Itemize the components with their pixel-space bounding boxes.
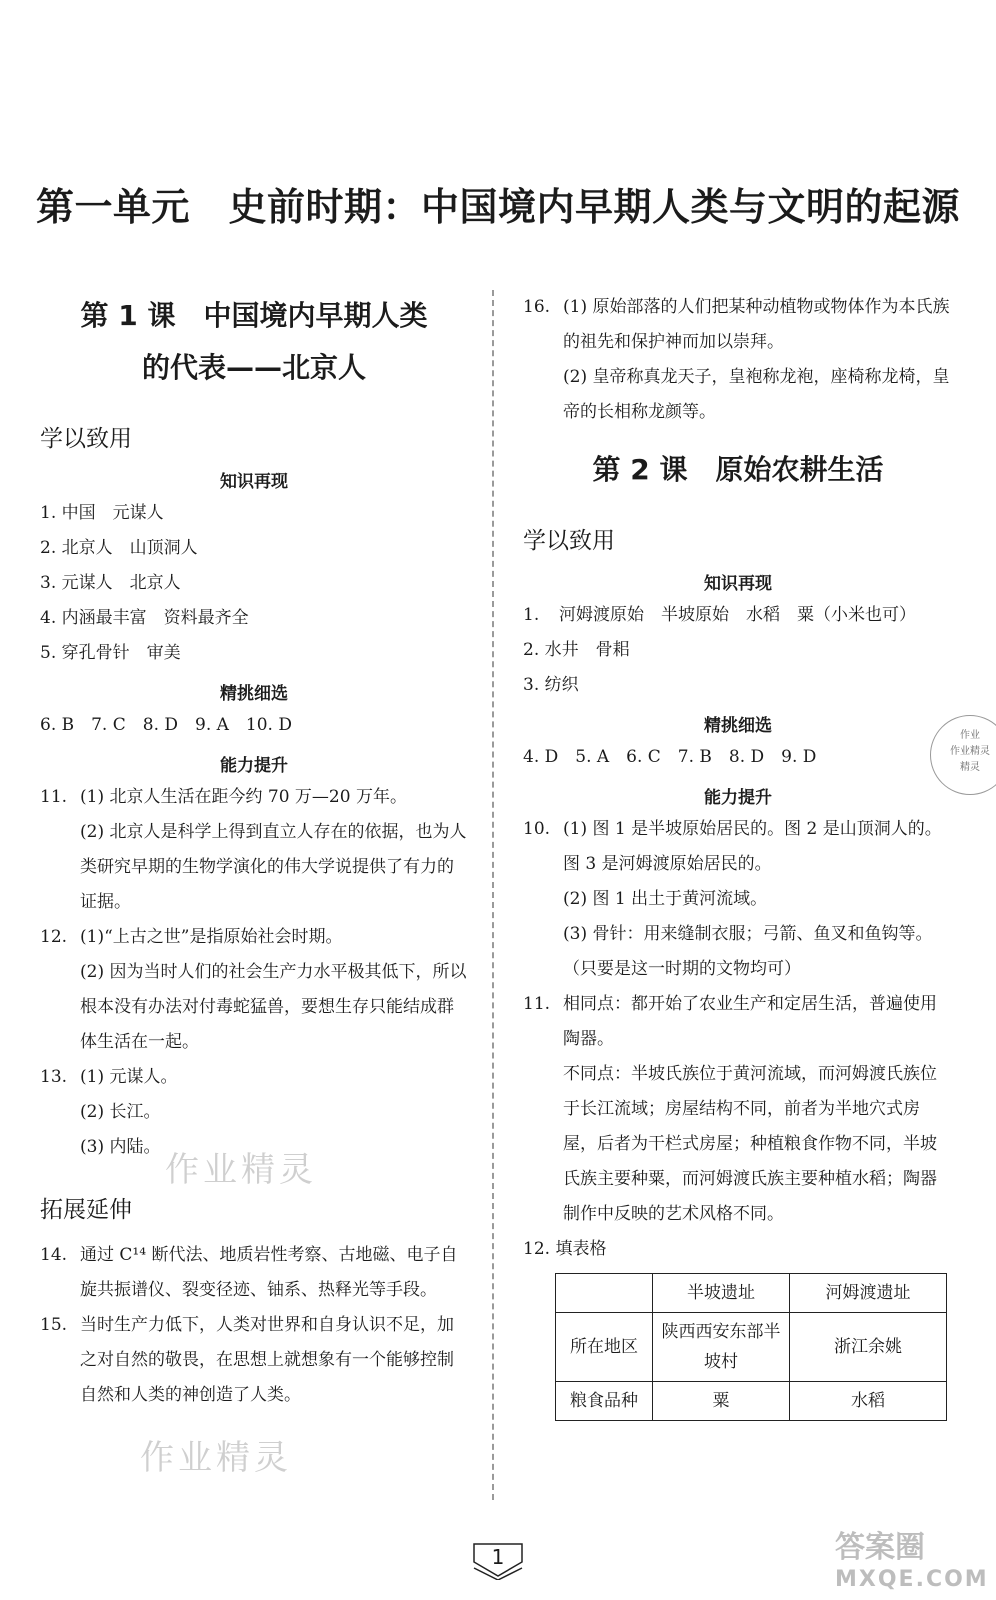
answer-text: (2) 北京人是科学上得到直立人存在的依据，也为人类研究早期的生物学演化的伟大学说提供了有力的证据。	[80, 822, 467, 912]
sub-heading: 知识再现	[704, 574, 772, 594]
question-item	[523, 987, 953, 1232]
table-cell: 陕西西安东部半坡村	[653, 1313, 790, 1382]
answer-table	[555, 1273, 947, 1421]
question-number: 11.	[523, 994, 551, 1014]
question-number: 11.	[40, 787, 68, 807]
table-cell: 粟	[653, 1382, 790, 1421]
answer-text: 相同点：都开始了农业生产和定居生活，普遍使用陶器。	[563, 994, 937, 1049]
table-cell: 水稻	[790, 1382, 947, 1421]
answer-line: 4. 内涵最丰富 资料最齐全	[40, 608, 249, 628]
section-heading: 学以致用	[523, 528, 615, 554]
sub-heading: 能力提升	[704, 788, 772, 808]
question-item	[40, 1308, 468, 1413]
sub-heading: 精挑细选	[220, 684, 288, 704]
table-cell	[556, 1274, 653, 1313]
column-divider	[492, 290, 494, 1500]
answer-text: 当时生产力低下，人类对世界和自身认识不足，加之对自然的敬畏，在思想上就想象有一个能够控制自然和人类的神创造了人类。	[80, 1315, 454, 1405]
right-column	[523, 290, 953, 1421]
question-number: 16.	[523, 297, 551, 317]
answer-line: 3. 纺织	[523, 675, 579, 695]
answer-line: 5. 穿孔骨针 审美	[40, 643, 181, 663]
question-number: 10.	[523, 819, 551, 839]
answer-line: 1. 中国 元谋人	[40, 503, 164, 523]
sub-heading: 知识再现	[220, 472, 288, 492]
table-header-row	[556, 1274, 947, 1313]
answer-text: (2) 长江。	[80, 1102, 161, 1122]
question-number: 12.	[40, 927, 68, 947]
question-item	[40, 1238, 468, 1308]
corner-logo-text: 答案圈	[835, 1530, 925, 1565]
question-item	[523, 812, 953, 987]
table-cell: 所在地区	[556, 1313, 653, 1382]
sub-heading: 精挑细选	[704, 716, 772, 736]
answer-text: (3) 内陆。	[80, 1137, 161, 1157]
table-row	[556, 1313, 947, 1382]
question-item	[523, 290, 953, 430]
question-number: 14.	[40, 1245, 68, 1265]
question-item	[40, 920, 468, 1060]
choice-answers: 6. B 7. C 8. D 9. A 10. D	[40, 715, 292, 735]
lesson-2-title: 第 2 课 原始农耕生活	[592, 453, 884, 486]
watermark: 作业精灵	[140, 1438, 292, 1478]
answer-text: (2) 图 1 出土于黄河流域。	[563, 889, 768, 909]
section-heading: 学以致用	[40, 426, 132, 452]
question-number: 15.	[40, 1315, 68, 1335]
answer-text: (1) 原始部落的人们把某种动植物或物体作为本氏族的祖先和保护神而加以崇拜。	[563, 297, 950, 352]
answer-text: (1) 北京人生活在距今约 70 万—20 万年。	[80, 787, 407, 807]
sub-heading: 能力提升	[220, 756, 288, 776]
lesson-1-title-line-1: 第 1 课 中国境内早期人类	[80, 299, 428, 332]
page-number-text: 1	[491, 1545, 505, 1569]
answer-text: 不同点：半坡氏族位于黄河流域，而河姆渡氏族位于长江流域；房屋结构不同，前者为半地穴式房屋，后者为干栏式房屋；种植粮食作物不同，半坡氏族主要种粟，而河姆渡氏族主要种植水稻；陶器制作中反映的艺术风格不同。	[563, 1064, 937, 1224]
stamp-text: 精灵	[960, 762, 980, 773]
stamp-text: 作业精灵	[950, 746, 990, 757]
answer-text: (1)“上古之世”是指原始社会时期。	[80, 927, 343, 947]
stamp-text: 作业	[960, 730, 980, 741]
answer-text: (2) 因为当时人们的社会生产力水平极其低下，所以根本没有办法对付毒蛇猛兽，要想生存只能结成群体生活在一起。	[80, 962, 467, 1052]
section-heading: 拓展延伸	[40, 1197, 132, 1223]
table-cell: 浙江余姚	[790, 1313, 947, 1382]
answer-text: (3) 骨针：用来缝制衣服；弓箭、鱼叉和鱼钩等。（只要是这一时期的文物均可）	[563, 924, 933, 979]
question-item	[40, 780, 468, 920]
answer-text: (1) 图 1 是半坡原始居民的。图 2 是山顶洞人的。图 3 是河姆渡原始居民的。	[563, 819, 942, 874]
corner-url: MXQE.COM	[835, 1567, 989, 1592]
left-column	[40, 290, 468, 1413]
answer-line: 2. 水井 骨耜	[523, 640, 630, 660]
table-cell: 半坡遗址	[653, 1274, 790, 1313]
choice-answers: 4. D 5. A 6. C 7. B 8. D 9. D	[523, 747, 817, 767]
answer-text: 通过 C¹⁴ 断代法、地质岩性考察、古地磁、电子自旋共振谱仪、裂变径迹、铀系、热释光等手段。	[80, 1245, 458, 1300]
watermark: 作业精灵	[165, 1150, 317, 1190]
corner-logo	[835, 1532, 989, 1596]
answer-text: (1) 元谋人。	[80, 1067, 178, 1087]
answer-text: (2) 皇帝称真龙天子，皇袍称龙袍，座椅称龙椅，皇帝的长相称龙颜等。	[563, 367, 950, 422]
question-number: 1.	[523, 605, 540, 625]
answer-line: 2. 北京人 山顶洞人	[40, 538, 198, 558]
page-number	[470, 1540, 526, 1580]
answer-line: 12. 填表格	[523, 1239, 607, 1259]
lesson-1-title-line-2: 的代表——北京人	[141, 351, 366, 384]
question-item	[523, 598, 953, 633]
unit-title: 第一单元 史前时期：中国境内早期人类与文明的起源	[35, 185, 960, 229]
table-row	[556, 1382, 947, 1421]
answer-line: 3. 元谋人 北京人	[40, 573, 181, 593]
table-cell: 河姆渡遗址	[790, 1274, 947, 1313]
table-cell: 粮食品种	[556, 1382, 653, 1421]
answer-text: 河姆渡原始 半坡原始 水稻 粟（小米也可）	[559, 605, 916, 625]
question-number: 13.	[40, 1067, 68, 1087]
